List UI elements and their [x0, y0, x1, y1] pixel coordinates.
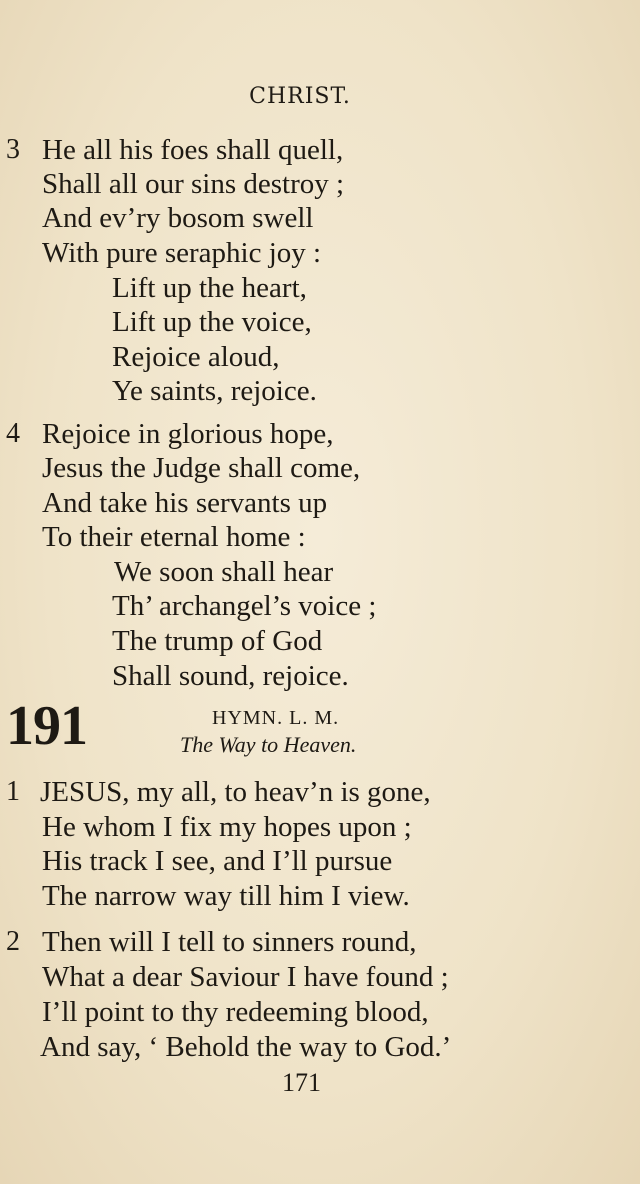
verse-line: I’ll point to thy redeeming blood,	[42, 996, 429, 1028]
verse-line: With pure seraphic joy :	[42, 237, 322, 269]
verse-line: What a dear Saviour I have found ;	[42, 961, 449, 993]
page-number: 171	[282, 1068, 321, 1097]
verse-line: Ye saints, rejoice.	[112, 375, 317, 407]
verse-line: Shall all our sins destroy ;	[42, 168, 345, 200]
verse-line: Lift up the voice,	[112, 306, 312, 338]
verse-line: Then will I tell to sinners round,	[42, 926, 417, 958]
verse-line: And take his servants up	[42, 487, 328, 519]
verse-line: Th’ archangel’s voice ;	[112, 590, 377, 622]
hymn-subtitle: The Way to Heaven.	[180, 732, 357, 757]
verse-line: And ev’ry bosom swell	[42, 202, 314, 234]
verse-line: He all his foes shall quell,	[42, 134, 344, 166]
verse-line: Lift up the heart,	[112, 272, 307, 304]
verse-number: 2	[6, 926, 20, 957]
verse-line: His track I see, and I’ll pursue	[42, 845, 393, 877]
verse-line: He whom I fix my hopes upon ;	[42, 811, 412, 843]
verse-line: Rejoice in glorious hope,	[42, 418, 334, 450]
verse-line: And say, ‘ Behold the way to God.’	[40, 1031, 452, 1063]
verse-line: We soon shall hear	[114, 556, 334, 588]
verse-line: The trump of God	[112, 625, 323, 657]
running-header: CHRIST.	[249, 84, 351, 109]
verse-line: Shall sound, rejoice.	[112, 660, 349, 692]
verse-line: Rejoice aloud,	[112, 341, 280, 373]
hymn-meter: HYMN. L. M.	[212, 707, 340, 729]
verse-line: Jesus the Judge shall come,	[42, 452, 361, 484]
hymn-number: 191	[6, 695, 87, 757]
verse-number: 4	[6, 418, 20, 449]
verse-line: The narrow way till him I view.	[42, 880, 410, 912]
verse-line: JESUS, my all, to heav’n is gone,	[40, 776, 431, 808]
verse-line: To their eternal home :	[42, 521, 306, 553]
verse-number: 3	[6, 134, 20, 165]
verse-number: 1	[6, 776, 20, 807]
